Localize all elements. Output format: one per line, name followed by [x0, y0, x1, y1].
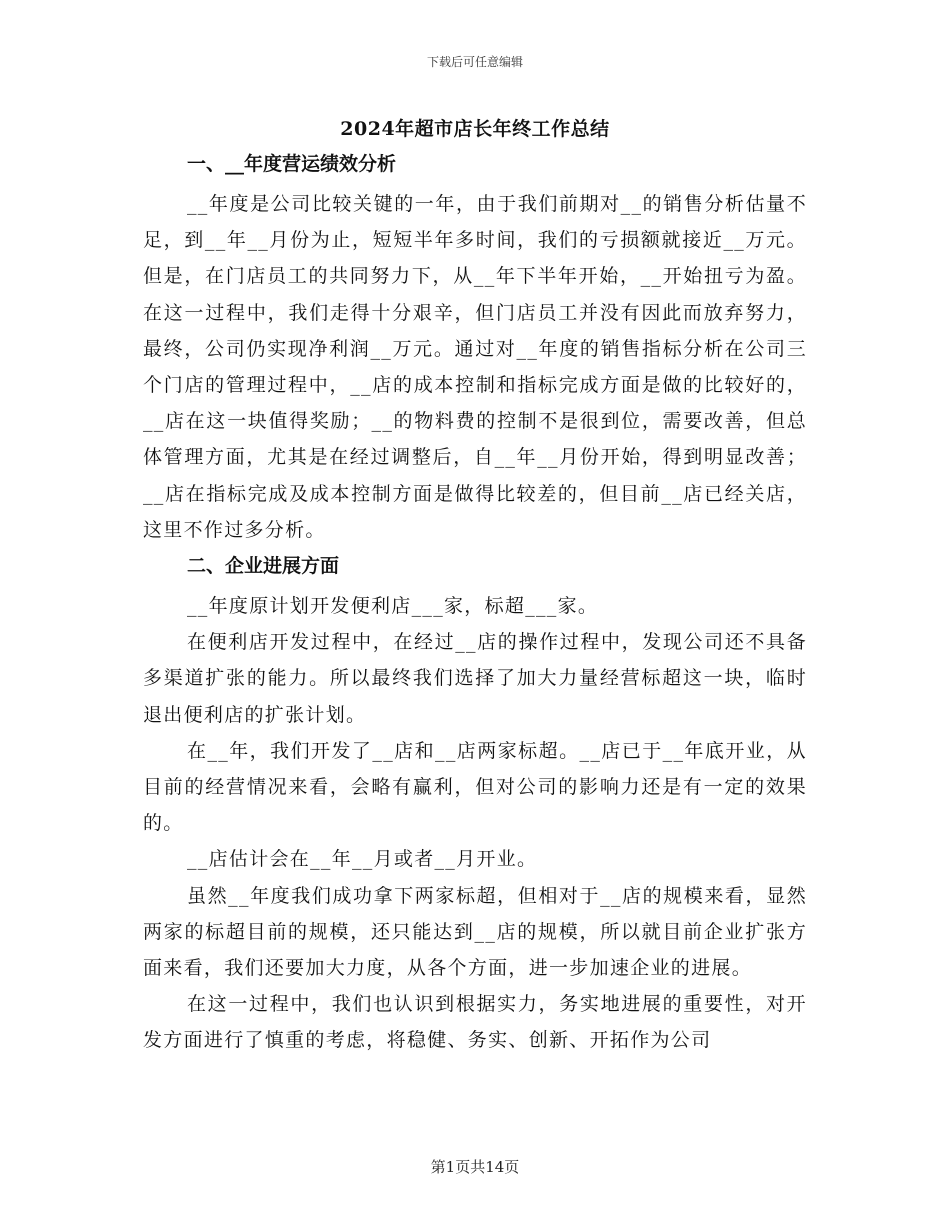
document-title: 2024年超市店长年终工作总结 — [340, 118, 610, 140]
section-heading-2: 二、企业进展方面 — [187, 555, 340, 578]
paragraph: 虽然__年度我们成功拿下两家标超，但相对于__店的规模来看，显然两家的标超目前的规模，还只能达到__店的规模，所以就目前企业扩张方面来看，我们还要加大力度，从各个方面，进一步加速企业的进展。 — [143, 884, 807, 980]
paragraph: 在便利店开发过程中，在经过__店的操作过程中，发现公司还不具备多渠道扩张的能力。所以最终我们选择了加大力量经营标超这一块，临时退出便利店的扩张计划。 — [143, 631, 807, 726]
paragraph: __店估计会在__年__月或者__月开业。 — [187, 848, 538, 871]
document-body — [143, 150, 807, 1059]
paragraph: __年度是公司比较关键的一年，由于我们前期对__的销售分析估量不足，到__年__月份为止，短短半年多时间，我们的亏损额就接近__万元。但是，在门店员工的共同努力下，从__年下半年开始，__开始扭亏为盈。在这一过程中，我们走得十分艰辛，但门店员工并没有因此而放弃努力，最终，公司仍实现净利润__万元。通过对__年度的销售指标分析在公司三个门店的管理过程中，__店的成本控制和指标完成方面是做的比较好的，__店在这一块值得奖励；__的物料费的控制不是很到位，需要改善，但总体管理方面，尤其是在经过调整后，自__年__月份开始，得到明显改善；__店在指标完成及成本控制方面是做得比较差的，但目前__店已经关店，这里不作过多分析。 — [143, 193, 807, 541]
header-note: 下载后可任意编辑 — [426, 55, 523, 69]
section-heading-1: 一、__年度营运绩效分析 — [187, 153, 397, 175]
paragraph: 在这一过程中，我们也认识到根据实力，务实地进展的重要性，对开发方面进行了慎重的考虑，将稳健、务实、创新、开拓作为公司 — [143, 993, 807, 1052]
paragraph: __年度原计划开发便利店___家，标超___家。 — [187, 595, 599, 618]
paragraph: 在__年，我们开发了__店和__店两家标超。__店已于__年底开业，从目前的经营情况来看，会略有赢利，但对公司的影响力还是有一定的效果的。 — [143, 739, 807, 835]
page-number: 第1页共14页 — [430, 1158, 520, 1176]
